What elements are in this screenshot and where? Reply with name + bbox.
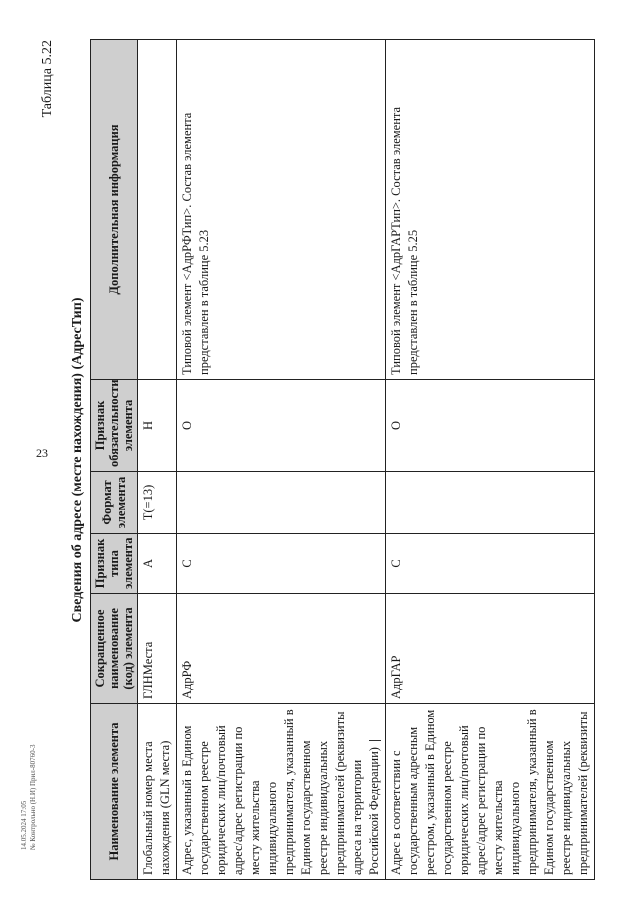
cell-required: Н xyxy=(138,380,177,472)
cell-name: Адрес в соответствии с государственным адресным реестром, указанный в Едином государственном реестре юридических лиц/почтовый адрес/адрес регистрации по месту жительства индивидуального предпринимателя, указанный в Едином государственном реестре индивидуальных предпринимателей (реквизиты xyxy=(386,704,595,880)
address-table xyxy=(90,39,595,880)
table-row xyxy=(386,40,595,880)
cell-type: С xyxy=(386,534,595,594)
table-title: Сведения об адресе (месте нахождения) (АдресТип) xyxy=(70,297,85,623)
header-required: Признак обязательности элемента xyxy=(91,380,138,472)
header-info: Дополнительная информация xyxy=(91,40,138,380)
cell-format xyxy=(386,472,595,534)
cell-code: АдрРФ xyxy=(177,594,386,704)
cell-info: Типовой элемент <АдрГАРТип>. Состав элемента представлен в таблице 5.25 xyxy=(386,40,595,380)
header-type: Признак типа элемента xyxy=(91,534,138,594)
header-code: Сокращенное наименование (код) элемента xyxy=(91,594,138,704)
cell-code: ГЛНМеста xyxy=(138,594,177,704)
cell-type: А xyxy=(138,534,177,594)
page-number: 23 xyxy=(36,446,48,460)
cell-required: О xyxy=(177,380,386,472)
rotated-page-content xyxy=(40,40,610,880)
text-cursor xyxy=(369,740,381,741)
cell-info xyxy=(138,40,177,380)
cell-required: О xyxy=(386,380,595,472)
header-name: Наименование элемента xyxy=(91,704,138,880)
footer-date: 14.05.2024 17:05 xyxy=(20,800,28,850)
table-row xyxy=(138,40,177,880)
table-row xyxy=(177,40,386,880)
cell-type: С xyxy=(177,534,386,594)
cell-code: АдрГАР xyxy=(386,594,595,704)
table-number: Таблица 5.22 xyxy=(40,40,55,118)
cell-info: Типовой элемент <АдрРФТип>. Состав элемента представлен в таблице 5.23 xyxy=(177,40,386,380)
cell-name: Глобальный номер места нахождения (GLN места) xyxy=(138,704,177,880)
header-format: Формат элемента xyxy=(91,472,138,534)
cell-format: T(=13) xyxy=(138,472,177,534)
table-header-row xyxy=(91,40,138,880)
cell-name-text: Адрес, указанный в Едином государственном реестре юридических лиц/почтовый адрес/адрес регистрации по месту жительства индивидуального предпринимателя, указанный в Едином государственном реестре индивидуальных предпринимателей (реквизиты адреса на территории Российской Федерации) xyxy=(180,709,381,875)
cell-format xyxy=(177,472,386,534)
footer-registration: № Контрольно (Н.И) Прил-80760-3 xyxy=(29,744,37,850)
cell-name xyxy=(177,704,386,880)
